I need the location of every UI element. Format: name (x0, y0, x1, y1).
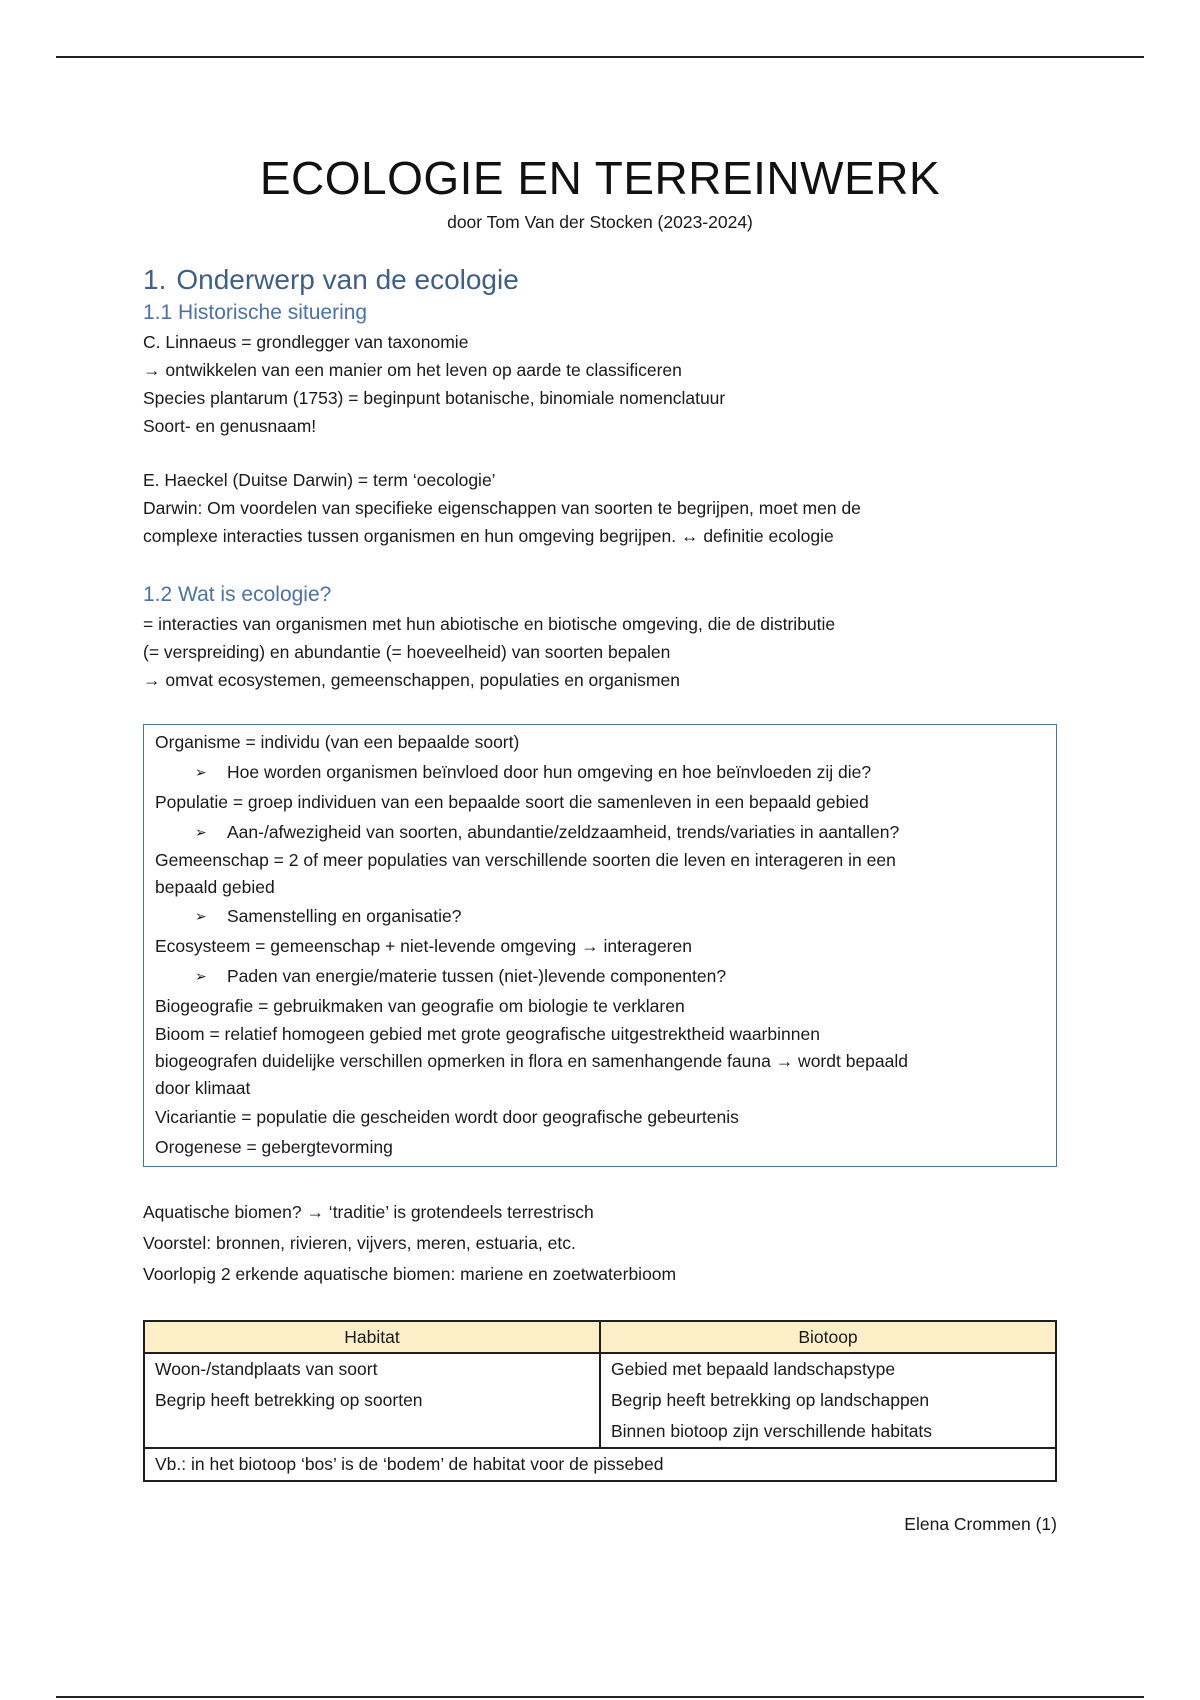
definition-gemeenschap: Gemeenschap = 2 of meer populaties van verschillende soorten die leven en interageren in een (155, 850, 896, 870)
bullet-arrow-icon: ➢ (195, 968, 207, 984)
bullet-arrow-icon: ➢ (195, 764, 207, 780)
page-footer: Elena Crommen (1) (904, 1514, 1057, 1534)
definition-bioom-cont: door klimaat (155, 1078, 251, 1098)
document-page (143, 150, 1057, 1536)
table-example-row: Vb.: in het biotoop ‘bos’ is de ‘bodem’ de habitat voor de pissebed (145, 1447, 1055, 1480)
definition-bioom: Bioom = relatief homogeen gebied met grote geografische uitgestrektheid waarbinnen (155, 1024, 820, 1044)
subsection-1-1-heading: 1.1 Historische situering (143, 301, 368, 324)
section-1-title: Onderwerp van de ecologie (176, 264, 519, 295)
text-line: Voorlopig 2 erkende aquatische biomen: mariene en zoetwaterbioom (143, 1264, 677, 1284)
document-title: ECOLOGIE EN TERREINWERK (259, 152, 941, 204)
table-row (145, 1354, 1055, 1447)
bullet-arrow-icon: ➢ (195, 824, 207, 840)
text-line: E. Haeckel (Duitse Darwin) = term ‘oecologie’ (143, 470, 496, 490)
definition-bioom-cont: biogeografen duidelijke verschillen opmerken in flora en samenhangende fauna → wordt bepaald (155, 1051, 908, 1071)
bullet-question: ➢ Aan-/afwezigheid van soorten, abundantie/zeldzaamheid, trends/variaties in aantallen? (155, 817, 1045, 847)
definition-vicariantie: Vicariantie = populatie die gescheiden wordt door geografische gebeurtenis (155, 1107, 739, 1127)
bullet-question: ➢ Samenstelling en organisatie? (155, 901, 1045, 931)
bullet-question: ➢ Hoe worden organismen beïnvloed door hun omgeving en hoe beïnvloeden zij die? (155, 757, 1045, 787)
text-line: complexe interacties tussen organismen en hun omgeving begrijpen. ↔ definitie ecologie (143, 526, 834, 546)
biotoop-column (601, 1354, 1055, 1447)
section-1-number: 1. (143, 264, 167, 295)
text-line: → omvat ecosystemen, gemeenschappen, populaties en organismen (143, 670, 680, 690)
table-header-row (145, 1322, 1055, 1354)
table-header-habitat: Habitat (145, 1322, 601, 1352)
habitat-column (145, 1354, 601, 1447)
table-cell: Gebied met bepaald landschapstype (611, 1359, 896, 1379)
table-cell: Begrip heeft betrekking op landschappen (611, 1390, 930, 1410)
bullet-arrow-icon: ➢ (195, 908, 207, 924)
subsection-1-2-heading: 1.2 Wat is ecologie? (143, 583, 332, 606)
text-line: Soort- en genusnaam! (143, 416, 317, 436)
document-subtitle: door Tom Van der Stocken (2023-2024) (447, 212, 753, 232)
definition-gemeenschap-cont: bepaald gebied (155, 877, 275, 897)
text-line: C. Linnaeus = grondlegger van taxonomie (143, 332, 469, 352)
text-line: = interacties van organismen met hun abiotische en biotische omgeving, die de distributie (143, 614, 836, 634)
bottom-rule (56, 1696, 1144, 1698)
definition-orogenese: Orogenese = gebergtevorming (155, 1137, 393, 1157)
table-cell: Binnen biotoop zijn verschillende habitats (611, 1421, 933, 1441)
definition-populatie: Populatie = groep individuen van een bepaalde soort die samenleven in een bepaald gebied (155, 792, 869, 812)
text-line: Voorstel: bronnen, rivieren, vijvers, meren, estuaria, etc. (143, 1233, 576, 1253)
definition-organisme: Organisme = individu (van een bepaalde soort) (155, 732, 520, 752)
table-cell: Begrip heeft betrekking op soorten (155, 1390, 423, 1410)
table-header-biotoop: Biotoop (798, 1327, 858, 1347)
table-cell: Woon-/standplaats van soort (155, 1359, 378, 1379)
definition-biogeografie: Biogeografie = gebruikmaken van geografie om biologie te verklaren (155, 996, 685, 1016)
text-line: Species plantarum (1753) = beginpunt botanische, binomiale nomenclatuur (143, 388, 726, 408)
bullet-question: ➢ Paden van energie/materie tussen (niet-)levende componenten? (155, 961, 1045, 991)
section-1-heading (143, 262, 1057, 298)
text-line: Aquatische biomen? → ‘traditie’ is grotendeels terrestrisch (143, 1202, 594, 1222)
text-line: (= verspreiding) en abundantie (= hoeveelheid) van soorten bepalen (143, 642, 671, 662)
definition-ecosysteem: Ecosysteem = gemeenschap + niet-levende omgeving → interageren (155, 936, 692, 956)
definitions-box (143, 724, 1057, 1167)
top-rule (56, 56, 1144, 58)
habitat-biotoop-table (143, 1320, 1057, 1482)
text-line: Darwin: Om voordelen van specifieke eigenschappen van soorten te begrijpen, moet men de (143, 498, 861, 518)
text-line: → ontwikkelen van een manier om het leven op aarde te classificeren (143, 360, 682, 380)
